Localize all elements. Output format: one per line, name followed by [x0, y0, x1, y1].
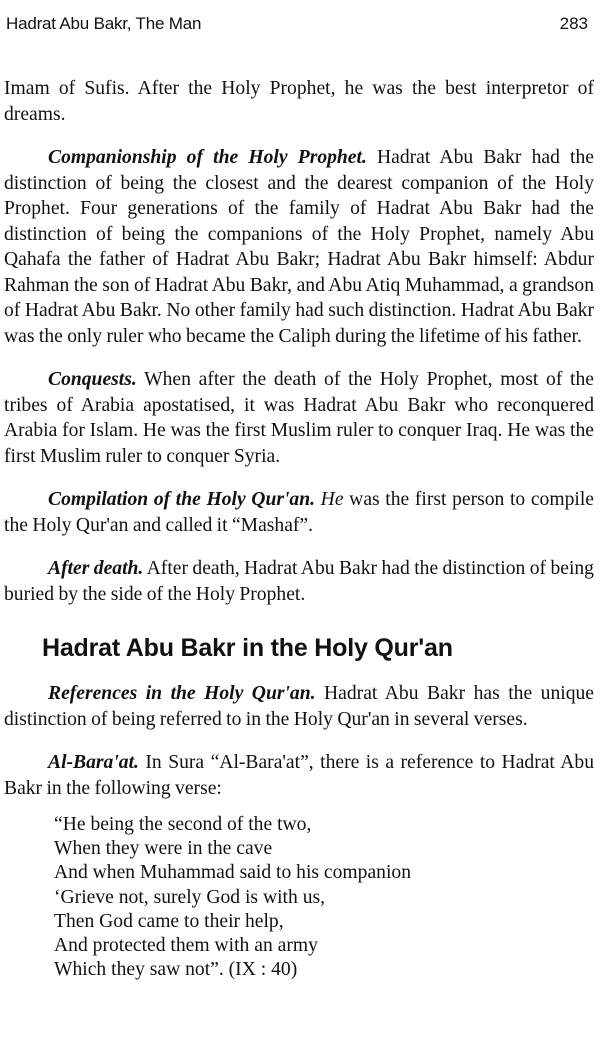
paragraph-companionship — [4, 145, 594, 349]
verse-line: “He being the second of the two, — [54, 814, 312, 835]
paragraph-lead: References in the Holy Qur'an. — [48, 683, 316, 704]
paragraph-lead: Al-Bara'at. — [48, 752, 139, 773]
paragraph-lead: Conquests. — [48, 369, 137, 390]
paragraph-lead: Compilation of the Holy Qur'an. — [48, 489, 316, 510]
paragraph-al-baraat — [4, 750, 594, 801]
paragraph-text: was the first person to compile the Holy Qur'an and called it “Mashaf”. — [4, 489, 594, 536]
paragraph-conquests — [4, 367, 594, 469]
paragraph-lead: After death. — [48, 558, 144, 579]
verse-line: ‘Grieve not, surely God is with us, — [54, 886, 326, 908]
page-number: 283 — [559, 14, 588, 33]
paragraph-after-death — [4, 556, 594, 607]
body-text — [4, 76, 594, 982]
paragraph-text: Imam of Sufis. After the Holy Prophet, he was the best interpretor of dreams. — [4, 78, 594, 125]
verse-line: And when Muhammad said to his companion — [54, 862, 411, 884]
verse-line: And protected them with an army — [54, 935, 318, 957]
paragraph-imam-of-sufis — [4, 76, 594, 127]
paragraph-compilation — [4, 487, 594, 538]
verse-line: Which they saw not”. (IX : 40) — [54, 959, 298, 981]
verse-line: When they were in the cave — [54, 838, 273, 860]
paragraph-text: Hadrat Abu Bakr had the distinction of being the closest and the dearest companion of the Holy Prophet. Four generations of the family of Hadrat Abu Bakr had the distinction of being the companions of the Holy Prophet, namely Abu Qahafa the father of Hadrat Abu Bakr; Hadrat Abu Bakr himself: Abdur Rahman the son of Hadrat Abu Bakr, and Abu Atiq Muhammad, a grandson of Hadrat Abu Bakr. No other family had such distinction. Hadrat Abu Bakr was the only ruler who became the Caliph during the lifetime of his father. — [4, 147, 594, 347]
running-header — [6, 14, 588, 36]
paragraph-text: In Sura “Al-Bara'at”, there is a reference to Hadrat Abu Bakr in the following verse: — [4, 752, 594, 799]
section-heading: Hadrat Abu Bakr in the Holy Qur'an — [42, 634, 453, 662]
paragraph-lead: Companionship of the Holy Prophet. — [48, 147, 367, 168]
paragraph-text: Hadrat Abu Bakr has the unique distinction of being referred to in the Holy Qur'an in several verses. — [4, 683, 594, 730]
running-title: Hadrat Abu Bakr, The Man — [6, 14, 202, 33]
verse-line: Then God came to their help, — [54, 910, 284, 932]
paragraph-text: When after the death of the Holy Prophet, most of the tribes of Arabia apostatised, it was Hadrat Abu Bakr who reconquered Arabia for Islam. He was the first Muslim ruler to conquer Iraq. He was the first Muslim ruler to conquer Syria. — [4, 369, 594, 467]
paragraph-italic-word: He — [315, 489, 344, 510]
verse-quotation — [54, 813, 594, 982]
paragraph-text: After death, Hadrat Abu Bakr had the distinction of being buried by the side of the Holy Prophet. — [4, 558, 594, 605]
paragraph-references — [4, 681, 594, 732]
